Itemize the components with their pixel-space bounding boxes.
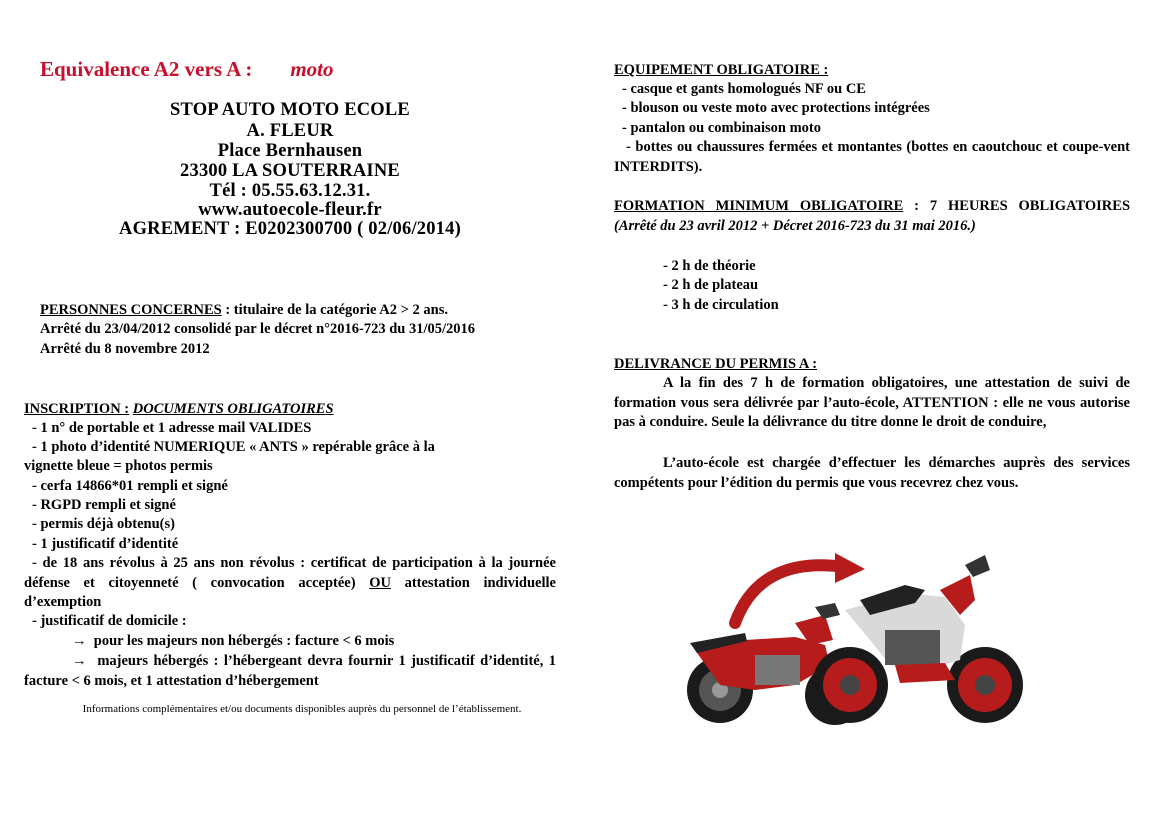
equipement-heading-line bbox=[614, 61, 828, 80]
school-agrement: AGREMENT : E0202300700 ( 02/06/2014) bbox=[119, 219, 461, 239]
school-city: 23300 LA SOUTERRAINE bbox=[180, 161, 400, 181]
formation-item-circulation: - 3 h de circulation bbox=[663, 297, 779, 313]
inscription-item-phone: - 1 n° de portable et 1 adresse mail VALIDES bbox=[32, 420, 312, 436]
personnes-text: : titulaire de la catégorie A2 > 2 ans. bbox=[221, 302, 448, 318]
arrow-head-icon bbox=[835, 553, 865, 583]
arrow-right-icon: → bbox=[72, 633, 87, 649]
title-text: Equivalence A2 vers A : bbox=[40, 57, 253, 81]
inscription-item-cerfa: - cerfa 14866*01 rempli et signé bbox=[32, 478, 228, 494]
school-website: www.autoecole-fleur.fr bbox=[198, 200, 382, 220]
personnes-heading: PERSONNES CONCERNES bbox=[40, 302, 222, 318]
jdc-text-a: - de 18 ans révolus à 25 ans non révolus : certificat de participation à la journée défense et citoyenneté ( convocation acceptée) bbox=[24, 555, 556, 591]
equipement-item-bottes: - bottes ou chaussures fermées et montantes (bottes en caoutchouc et coupe-vent INTERDITS). bbox=[614, 139, 1130, 175]
title-suffix: moto bbox=[290, 57, 334, 81]
delivrance-paragraph-1: A la fin des 7 h de formation obligatoires, une attestation de suivi de formation vous sera délivrée par l’auto-école, ATTENTION : elle ne vous autorise pas à conduire. Seule la délivrance du titre donne le droit de conduire, bbox=[614, 375, 1130, 430]
page-title bbox=[40, 57, 334, 82]
inscription-item-photo-cont: vignette bleue = photos permis bbox=[24, 458, 213, 474]
school-phone: Tél : 05.55.63.12.31. bbox=[209, 181, 371, 201]
inscription-item-jdc bbox=[24, 554, 556, 613]
arrow-right-icon: → bbox=[72, 653, 87, 669]
school-owner: A. FLEUR bbox=[246, 121, 334, 141]
inscription-heading: INSCRIPTION : bbox=[24, 401, 130, 417]
delivrance-paragraph-2: L’auto-école est chargée d’effectuer les démarches auprès des services compétents pour l’édition du permis que vous recevrez chez vous. bbox=[614, 455, 1130, 491]
formation-item-theorie: - 2 h de théorie bbox=[663, 258, 756, 274]
inscription-item-domicile: - justificatif de domicile : bbox=[32, 613, 187, 629]
equipement-heading: EQUIPEMENT OBLIGATOIRE : bbox=[614, 62, 829, 78]
personnes-arrete-2: Arrêté du 8 novembre 2012 bbox=[40, 341, 210, 357]
formation-heading-rest: : 7 HEURES OBLIGATOIRES bbox=[903, 198, 1131, 214]
equipement-item-pantalon: - pantalon ou combinaison moto bbox=[622, 120, 822, 136]
delivrance-heading: DELIVRANCE DU PERMIS A : bbox=[614, 356, 818, 372]
inscription-item-identite: - 1 justificatif d’identité bbox=[32, 536, 179, 552]
equipement-item-blouson: - blouson ou veste moto avec protections intégrées bbox=[622, 100, 930, 116]
equipement-item-casque: - casque et gants homologués NF ou CE bbox=[622, 81, 866, 97]
formation-heading: FORMATION MINIMUM OBLIGATOIRE bbox=[614, 198, 904, 214]
aprilia-motorcycle-image bbox=[812, 555, 1023, 723]
school-street: Place Bernhausen bbox=[217, 141, 363, 161]
inscription-item-rgpd: - RGPD rempli et signé bbox=[32, 497, 176, 513]
domicile-non-heberges-text: pour les majeurs non hébergés : facture < 6 mois bbox=[93, 633, 395, 649]
domicile-heberges-text: majeurs hébergés : l’hébergeant devra fournir 1 justificatif d’identité, 1 facture < 6 mois, et 1 attestation d’hébergement bbox=[24, 653, 557, 689]
motorcycles-illustration bbox=[675, 545, 1035, 730]
inscription-heading-line bbox=[24, 400, 334, 419]
school-name: STOP AUTO MOTO ECOLE bbox=[170, 100, 410, 120]
formation-ref: (Arrêté du 23 avril 2012 + Décret 2016-723 du 31 mai 2016.) bbox=[614, 217, 976, 234]
inscription-subheading: DOCUMENTS OBLIGATOIRES bbox=[132, 401, 334, 417]
jdc-ou: OU bbox=[369, 574, 391, 591]
domicile-non-heberges bbox=[72, 632, 394, 651]
footnote: Informations complémentaires et/ou documents disponibles auprès du personnel de l’établissement. bbox=[82, 703, 522, 715]
inscription-item-permis: - permis déjà obtenu(s) bbox=[32, 516, 175, 532]
personnes-line bbox=[40, 301, 448, 320]
delivrance-heading-line bbox=[614, 355, 817, 374]
personnes-arrete-1: Arrêté du 23/04/2012 consolidé par le décret n°2016-723 du 31/05/2016 bbox=[40, 321, 476, 337]
inscription-item-photo: - 1 photo d’identité NUMERIQUE « ANTS » repérable grâce à la bbox=[32, 439, 435, 455]
domicile-heberges bbox=[24, 652, 556, 691]
jdc-text-b: attestation individuelle d’exemption bbox=[24, 574, 556, 610]
formation-heading-block bbox=[614, 197, 1130, 236]
formation-item-plateau: - 2 h de plateau bbox=[663, 277, 759, 293]
